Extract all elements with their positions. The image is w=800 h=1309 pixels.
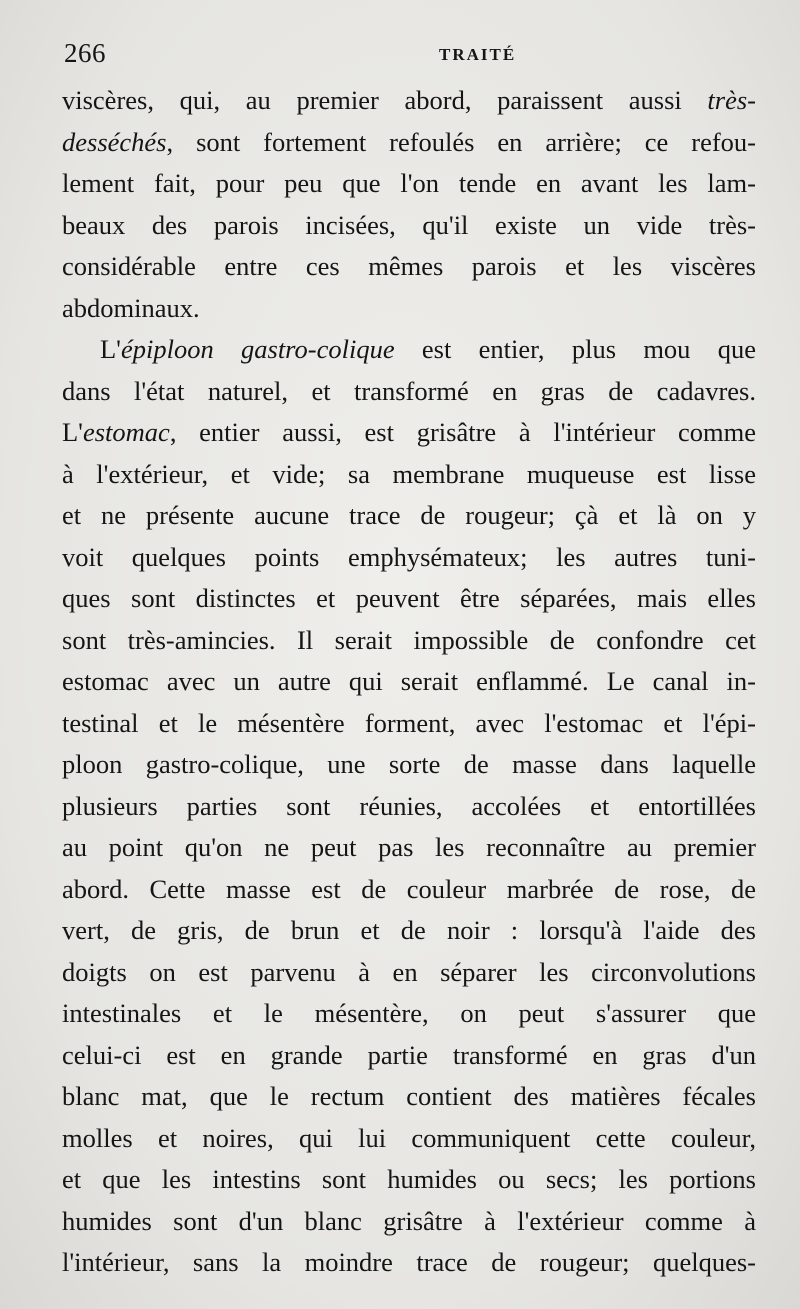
text-line [62,163,756,205]
text-line [62,329,756,371]
text-line [62,910,756,952]
running-head: TRAITÉ [439,45,517,64]
text-segment: voit quelques points emphysémateux; les autres tuni- [62,541,756,572]
text-line [62,80,756,122]
text-segment: blanc mat, que le rectum contient des matières fécales [62,1081,756,1111]
text-line [62,412,756,454]
body-text [62,80,756,1284]
text-segment: , entier aussi, est grisâtre à l'intérieur comme [169,417,756,447]
text-segment: humides sont d'un blanc grisâtre à l'extérieur comme à [62,1205,756,1236]
text-line [62,993,756,1035]
text-segment: l'intérieur, sans la moindre trace de rougeur; quelques- [62,1247,756,1277]
text-segment: celui-ci est en grande partie transformé en gras d'un [62,1039,756,1070]
text-segment: L' [62,417,83,447]
text-line [62,122,756,164]
text-segment: plusieurs parties sont réunies, accolées et entortillées [62,790,756,821]
italic-text: desséchés [62,126,167,157]
text-line [62,786,756,828]
text-line [62,952,756,994]
italic-text: estomac [82,417,170,447]
text-line [62,744,756,786]
page-header [64,38,754,78]
text-line [62,537,756,579]
text-segment: beaux des parois incisées, qu'il existe un vide très- [62,209,756,240]
text-line [62,495,756,537]
text-line [62,578,756,620]
text-line [62,454,756,496]
text-segment: abord. Cette masse est de couleur marbrée de rose, de [62,873,756,904]
text-segment: ques sont distinctes et peuvent être séparées, mais elles [62,583,756,613]
text-segment: sont très-amincies. Il serait impossible de confondre cet [62,624,756,655]
text-segment: L' [100,334,121,364]
text-segment: viscères, qui, au premier abord, paraissent aussi [62,85,708,115]
italic-text: très- [707,85,756,115]
text-segment: et que les intestins sont humides ou secs; les portions [62,1164,756,1194]
text-segment: à l'extérieur, et vide; sa membrane muqueuse est lisse [62,458,756,489]
text-line [62,869,756,911]
text-segment: , sont fortement refoulés en arrière; ce refou- [166,126,756,157]
text-line [62,661,756,703]
text-line [62,246,756,288]
text-line [62,1201,756,1243]
text-segment: abdominaux. [62,292,200,323]
text-line [62,288,756,330]
text-line [62,703,756,745]
text-segment: intestinales et le mésentère, on peut s'assurer que [62,998,756,1028]
text-line [62,1118,756,1160]
text-line [62,371,756,413]
italic-text: épiploon gastro-colique [120,334,395,364]
text-segment: est entier, plus mou que [394,334,756,364]
text-line [62,205,756,247]
text-segment: lement fait, pour peu que l'on tende en avant les lam- [62,168,756,198]
text-segment: dans l'état naturel, et transformé en gras de cadavres. [62,375,756,406]
text-segment: vert, de gris, de brun et de noir : lorsqu'à l'aide des [62,915,756,945]
page-number: 266 [64,38,106,68]
text-line [62,1035,756,1077]
text-line [62,827,756,869]
text-segment: et ne présente aucune trace de rougeur; çà et là on y [62,500,756,530]
text-line [62,620,756,662]
text-segment: estomac avec un autre qui serait enflammé. Le canal in- [62,666,756,696]
text-segment: molles et noires, qui lui communiquent cette couleur, [62,1122,756,1153]
text-segment: considérable entre ces mêmes parois et les viscères [62,251,756,281]
text-segment: doigts on est parvenu à en séparer les circonvolutions [62,956,756,987]
text-segment: au point qu'on ne peut pas les reconnaître au premier [62,832,756,862]
text-line [62,1242,756,1284]
text-segment: ploon gastro-colique, une sorte de masse dans laquelle [62,749,756,779]
text-line [62,1159,756,1201]
text-segment: testinal et le mésentère forment, avec l'estomac et l'épi- [62,707,756,738]
text-line [62,1076,756,1118]
